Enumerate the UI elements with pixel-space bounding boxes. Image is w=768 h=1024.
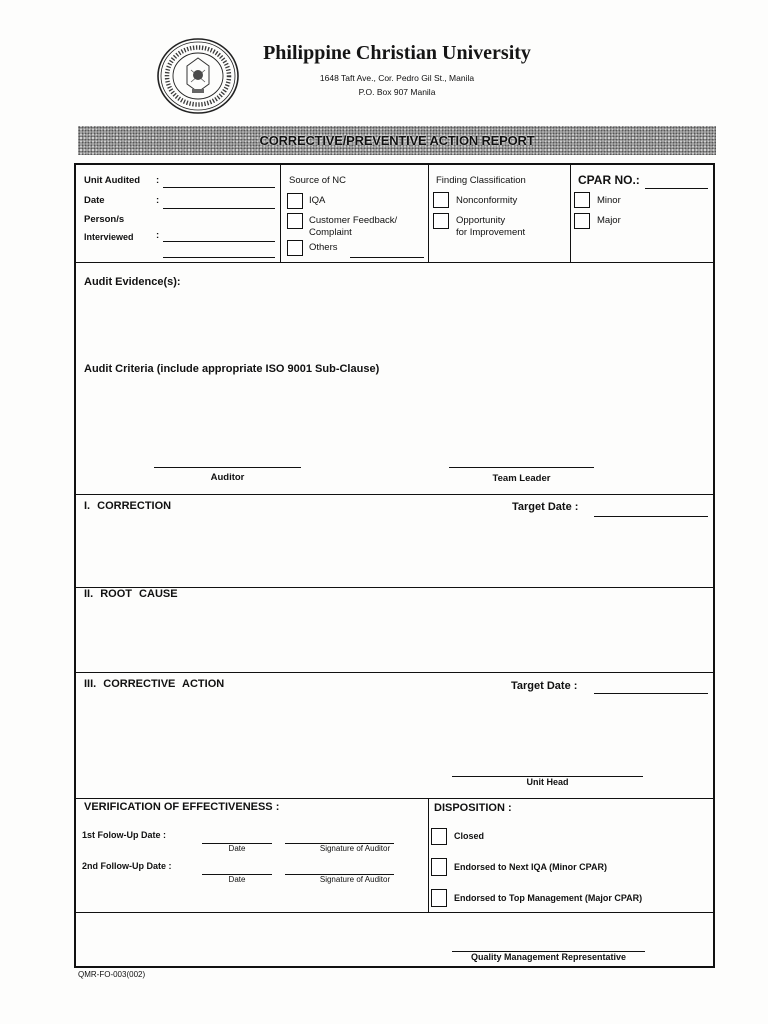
major-label: Major: [597, 215, 621, 226]
separator: :: [156, 175, 160, 186]
qmr-label: Quality Management Representative: [470, 952, 627, 962]
iqa-label: IQA: [309, 195, 326, 206]
customer-feedback-checkbox: [287, 213, 303, 229]
column-divider: [570, 163, 571, 262]
first-followup-label: 1st Folow-Up Date :: [82, 830, 167, 840]
date-label: Date: [84, 195, 105, 206]
unit-audited-label: Unit Audited: [84, 175, 141, 186]
university-name: Philippine Christian University: [263, 42, 531, 64]
report-title-banner: [78, 126, 716, 155]
corrective-action-heading: III. CORRECTIVE ACTION: [84, 678, 225, 690]
unit-audited-line: [163, 187, 275, 188]
nonconformity-checkbox: [433, 192, 449, 208]
correction-target-date-line: [594, 516, 708, 517]
first-followup-signature-caption: Signature of Auditor: [319, 844, 391, 853]
root-cause-heading: II. ROOT CAUSE: [84, 588, 178, 600]
major-checkbox: [574, 213, 590, 229]
persons-label: Person/s: [84, 214, 125, 225]
others-label: Others: [309, 242, 338, 253]
cpar-no-line: [645, 188, 708, 189]
auditor-label: Auditor: [210, 472, 245, 483]
row-divider: [74, 672, 715, 673]
closed-label: Closed: [454, 831, 485, 841]
column-divider: [280, 163, 281, 262]
iqa-checkbox: [287, 193, 303, 209]
row-divider: [74, 912, 715, 913]
opportunity-checkbox: [433, 213, 449, 229]
second-followup-signature-caption: Signature of Auditor: [319, 875, 391, 884]
source-of-nc-heading: Source of NC: [289, 175, 347, 186]
team-leader-signature-line: [449, 467, 594, 468]
audit-evidence-label: Audit Evidence(s):: [84, 276, 181, 288]
corrective-action-target-date-line: [594, 693, 708, 694]
first-followup-date-caption: Date: [228, 844, 246, 853]
nonconformity-label: Nonconformity: [456, 195, 518, 206]
for-improvement-label: for Improvement: [456, 227, 526, 238]
finding-classification-heading: Finding Classification: [436, 175, 526, 186]
university-seal-icon: [156, 37, 240, 115]
corrective-action-target-date-label: Target Date :: [511, 680, 578, 692]
cpar-no-label: CPAR NO.:: [578, 173, 640, 187]
auditor-signature-line: [154, 467, 301, 468]
endorsed-top-management-checkbox: [431, 889, 447, 907]
audit-criteria-label: Audit Criteria (include appropriate ISO 9001 Sub-Clause): [84, 363, 380, 375]
others-checkbox: [287, 240, 303, 256]
complaint-label: Complaint: [309, 227, 352, 238]
column-divider: [428, 798, 429, 912]
endorsed-next-iqa-checkbox: [431, 858, 447, 876]
minor-label: Minor: [597, 195, 621, 206]
endorsed-next-iqa-label: Endorsed to Next IQA (Minor CPAR): [454, 862, 607, 872]
second-followup-label: 2nd Follow-Up Date :: [82, 861, 172, 871]
minor-checkbox: [574, 192, 590, 208]
interviewed-label: Interviewed: [84, 232, 134, 242]
second-followup-date-caption: Date: [228, 875, 246, 884]
team-leader-label: Team Leader: [492, 473, 551, 484]
unit-head-label: Unit Head: [526, 777, 569, 787]
row-divider: [74, 494, 715, 495]
closed-checkbox: [431, 828, 447, 845]
verification-heading: VERIFICATION OF EFFECTIVENESS :: [84, 801, 280, 813]
row-divider: [74, 798, 715, 799]
address-line-2: P.O. Box 907 Manila: [358, 87, 436, 97]
date-line: [163, 208, 275, 209]
persons-interviewed-line: [163, 241, 275, 242]
report-title: CORRECTIVE/PREVENTIVE ACTION REPORT: [259, 133, 535, 148]
persons-interviewed-line: [163, 257, 275, 258]
disposition-heading: DISPOSITION :: [434, 802, 512, 814]
separator: :: [156, 230, 160, 241]
form-code: QMR-FO-003(002): [78, 970, 146, 979]
endorsed-top-management-label: Endorsed to Top Management (Major CPAR): [454, 893, 643, 903]
others-line: [350, 257, 424, 258]
opportunity-label: Opportunity: [456, 215, 506, 226]
customer-feedback-label: Customer Feedback/: [309, 215, 398, 226]
correction-target-date-label: Target Date :: [512, 501, 579, 513]
address-line-1: 1648 Taft Ave., Cor. Pedro Gil St., Manila: [319, 73, 475, 83]
correction-heading: I. CORRECTION: [84, 500, 172, 512]
row-divider: [74, 262, 715, 263]
column-divider: [428, 163, 429, 262]
separator: :: [156, 195, 160, 206]
